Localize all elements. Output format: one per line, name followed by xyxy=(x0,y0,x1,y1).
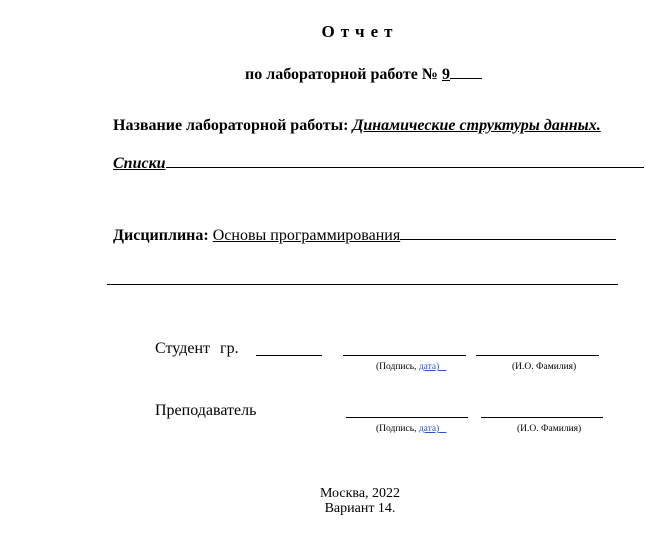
date-caption-text: дата) xyxy=(418,362,440,372)
student-signature-caption xyxy=(376,362,446,372)
lab-name-value-part1: Динамические структуры данных. xyxy=(352,117,601,134)
teacher-signature-caption xyxy=(376,424,446,434)
lab-number-blank xyxy=(450,64,482,79)
student-name-line xyxy=(476,355,599,356)
discipline-value: Основы программирования xyxy=(212,227,401,244)
lab-name-line xyxy=(113,117,601,135)
teacher-signature-line xyxy=(346,417,468,418)
teacher-name-line xyxy=(481,417,603,418)
signature-caption-text: (Подпись, xyxy=(376,424,419,434)
lab-number-prefix: по лабораторной работе № xyxy=(245,66,442,83)
signature-caption-text: (Подпись, xyxy=(376,362,419,372)
lab-number: 9 xyxy=(441,66,450,83)
report-title: Отчет xyxy=(321,22,399,41)
discipline-blank xyxy=(400,225,616,240)
blank-line xyxy=(107,284,618,285)
student-label: Студент xyxy=(155,340,211,357)
group-blank xyxy=(256,355,322,356)
student-signature-line xyxy=(343,355,466,356)
lab-name-line-2 xyxy=(113,153,644,173)
discipline-label: Дисциплина: xyxy=(113,227,209,244)
student-name-caption: (И.О. Фамилия) xyxy=(512,362,577,372)
teacher-name-caption: (И.О. Фамилия) xyxy=(517,424,582,434)
variant: Вариант 14. xyxy=(324,501,396,516)
lab-number-line xyxy=(245,64,482,84)
student-label-line xyxy=(155,340,239,358)
lab-name-value-part2: Списки xyxy=(113,155,166,172)
discipline-line xyxy=(113,225,616,245)
lab-name-blank xyxy=(166,153,644,168)
lab-name-label: Название лабораторной работы: xyxy=(113,117,349,134)
teacher-label: Преподаватель xyxy=(155,402,257,419)
city-year: Москва, 2022 xyxy=(319,486,401,501)
date-caption-text: дата) xyxy=(418,424,440,434)
group-label: гр. xyxy=(220,340,239,357)
